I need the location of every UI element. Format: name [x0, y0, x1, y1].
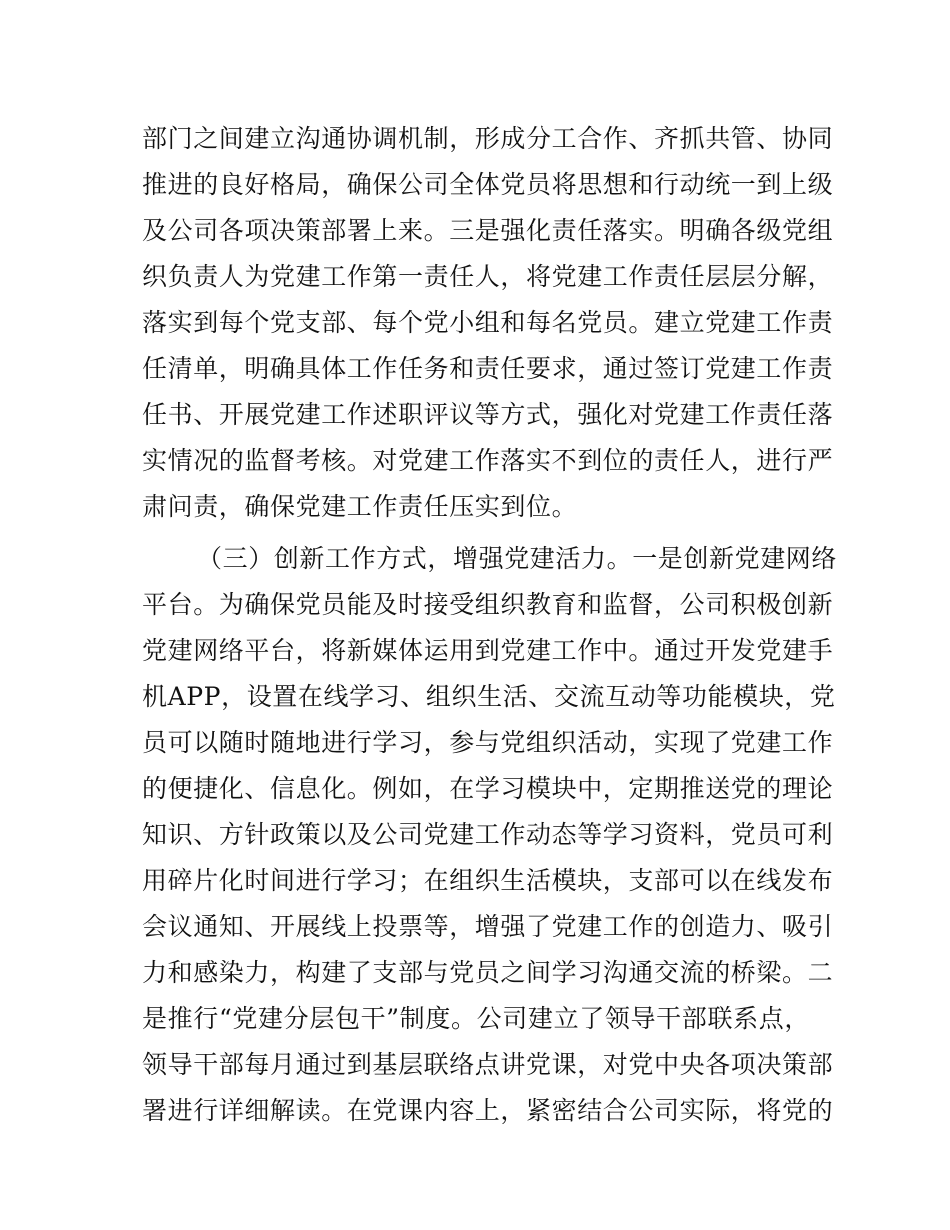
text-line: 用碎片化时间进行学习；在组织生活模块，支部可以在线发布	[142, 866, 834, 895]
text-line: 任书、开展党建工作述职评议等方式，强化对党建工作责任落	[142, 400, 834, 429]
text-line: 力和感染力，构建了支部与党员之间学习沟通交流的桥梁。二	[142, 958, 834, 987]
text-line: 领导干部每月通过到基层联络点讲党课，对党中央各项决策部	[142, 1050, 834, 1079]
text-line: 会议通知、开展线上投票等，增强了党建工作的创造力、吸引	[142, 912, 834, 941]
text-line: 及公司各项决策部署上来。三是强化责任落实。明确各级党组	[142, 216, 834, 245]
text-line: 党建网络平台，将新媒体运用到党建工作中。通过开发党建手	[142, 636, 834, 665]
text-line: 知识、方针政策以及公司党建工作动态等学习资料，党员可利	[142, 820, 834, 849]
text-line: 落实到每个党支部、每个党小组和每名党员。建立党建工作责	[142, 308, 834, 337]
section-heading-line: （三）创新工作方式，增强党建活力。一是创新党建网络	[197, 544, 838, 573]
text-line: 的便捷化、信息化。例如，在学习模块中，定期推送党的理论	[142, 774, 834, 803]
document-body	[142, 116, 838, 1134]
text-line: 员可以随时随地进行学习，参与党组织活动，实现了党建工作	[142, 728, 834, 757]
text-line: 是推行“党建分层包干”制度。公司建立了领导干部联系点，	[142, 1004, 810, 1033]
text-line: 机APP，设置在线学习、组织生活、交流互动等功能模块，党	[142, 682, 836, 711]
text-line: 织负责人为党建工作第一责任人，将党建工作责任层层分解，	[142, 262, 834, 291]
text-line: 实情况的监督考核。对党建工作落实不到位的责任人，进行严	[142, 446, 834, 475]
text-line: 任清单，明确具体工作任务和责任要求，通过签订党建工作责	[142, 354, 834, 383]
text-line: 部门之间建立沟通协调机制，形成分工合作、齐抓共管、协同	[142, 124, 834, 153]
paragraph-responsibility	[142, 116, 834, 530]
text-line: 平台。为确保党员能及时接受组织教育和监督，公司积极创新	[142, 590, 834, 619]
text-line: 推进的良好格局，确保公司全体党员将思想和行动统一到上级	[142, 170, 834, 199]
text-line: 署进行详细解读。在党课内容上，紧密结合公司实际，将党的	[142, 1096, 834, 1125]
text-line: 肃问责，确保党建工作责任压实到位。	[142, 492, 578, 521]
paragraph-innovation	[142, 536, 838, 1134]
